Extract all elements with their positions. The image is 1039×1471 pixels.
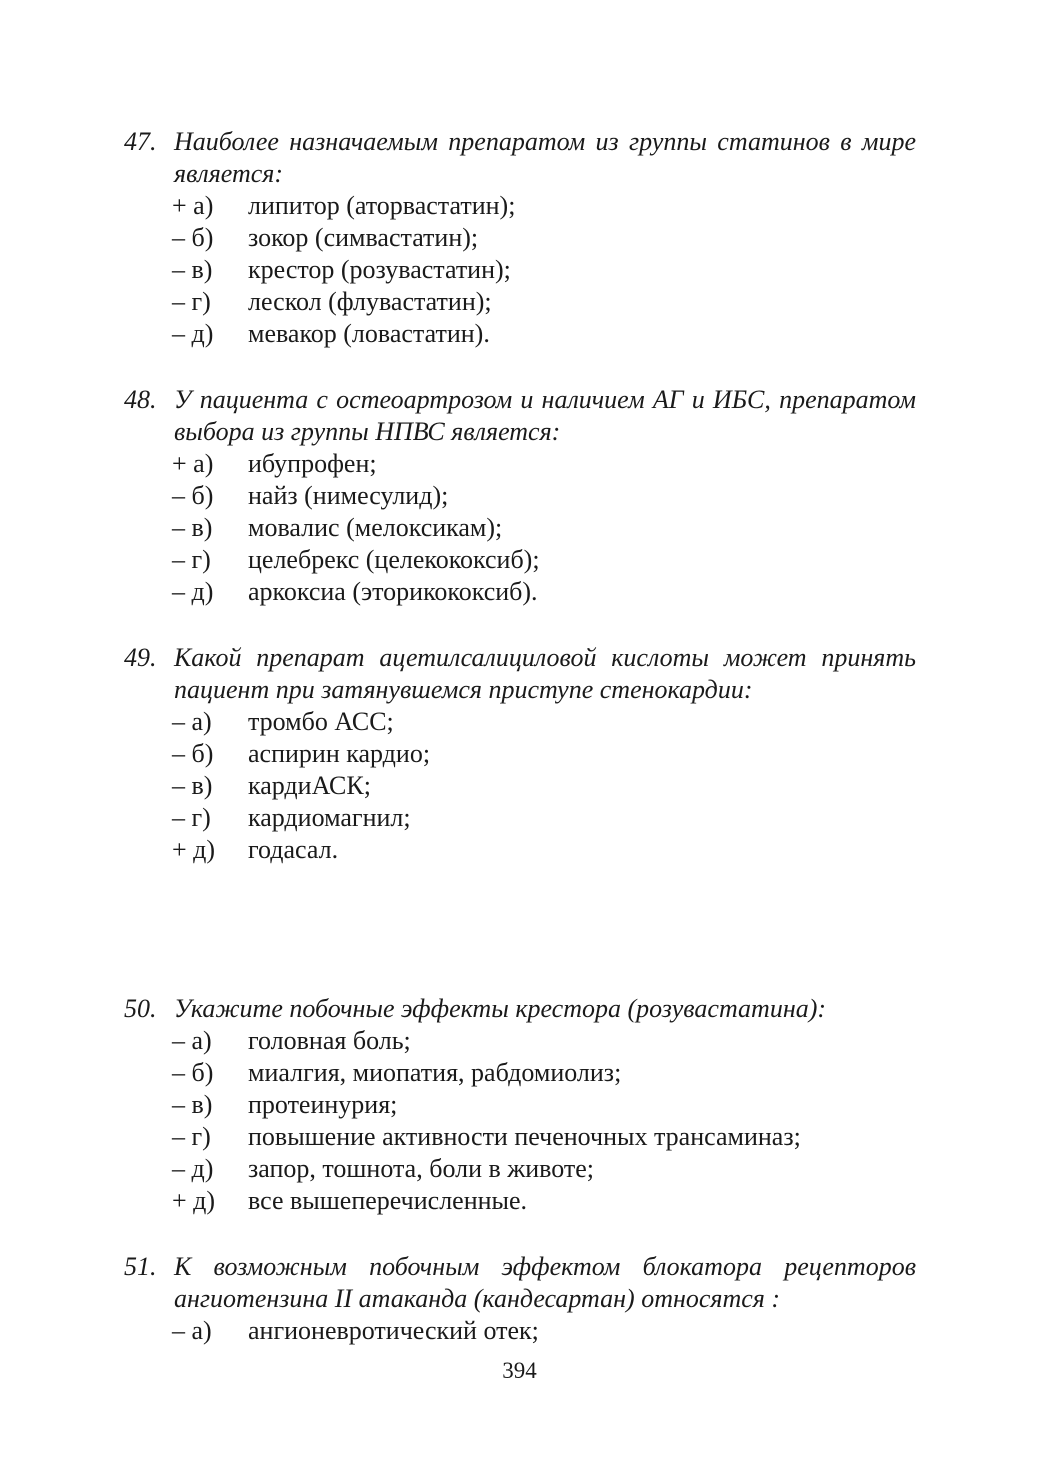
option-marker: – а)	[172, 1026, 212, 1055]
answer-option	[124, 576, 916, 608]
question-text: У пациента с остеоартрозом и наличием АГ и ИБС, препаратом выбора из группы НПВС является:	[174, 385, 916, 446]
option-marker: – г)	[172, 803, 211, 832]
answer-option	[124, 1121, 916, 1153]
answer-option	[124, 1057, 916, 1089]
option-text: повышение активности печеночных трансаминаз;	[248, 1122, 801, 1151]
option-marker: – г)	[172, 287, 211, 316]
answer-option	[124, 286, 916, 318]
answer-option	[124, 254, 916, 286]
question-47	[124, 126, 916, 350]
option-marker: + а)	[172, 191, 214, 220]
answer-option	[124, 706, 916, 738]
question-text: Какой препарат ацетилсалициловой кислоты может принять пациент при затянувшемся приступе стенокардии:	[174, 643, 916, 704]
option-text: аспирин кардио;	[248, 739, 431, 768]
option-text: тромбо АСС;	[248, 707, 394, 736]
question-number: 51.	[124, 1252, 157, 1281]
option-text: миалгия, миопатия, рабдомиолиз;	[248, 1058, 622, 1087]
option-text: зокор (симвастатин);	[248, 223, 479, 252]
option-text: ангионевротический отек;	[248, 1316, 539, 1345]
option-text: мевакор (ловастатин).	[248, 319, 490, 348]
answer-option	[124, 1153, 916, 1185]
question-text: К возможным побочным эффектом блокатора рецепторов ангиотензина II атаканда (кандесартан) относятся :	[174, 1252, 916, 1313]
option-marker: + а)	[172, 449, 214, 478]
option-text: годасал.	[248, 835, 339, 864]
option-text: головная боль;	[248, 1026, 411, 1055]
option-marker: – б)	[172, 223, 214, 252]
option-marker: – в)	[172, 1090, 213, 1119]
question-stem	[124, 126, 916, 190]
option-marker: + д)	[172, 1186, 216, 1215]
question-stem	[124, 384, 916, 448]
page-number: 394	[502, 1358, 537, 1383]
question-number: 48.	[124, 385, 157, 414]
question-number: 47.	[124, 127, 157, 156]
answer-options	[124, 190, 916, 350]
answer-option	[124, 1089, 916, 1121]
option-marker: – в)	[172, 771, 213, 800]
option-text: все вышеперечисленные.	[248, 1186, 528, 1215]
option-marker: – а)	[172, 707, 212, 736]
question-number: 50.	[124, 994, 157, 1023]
option-text: крестор (розувастатин);	[248, 255, 511, 284]
option-marker: – б)	[172, 481, 214, 510]
question-stem	[124, 642, 916, 706]
option-marker: – в)	[172, 513, 213, 542]
option-marker: – д)	[172, 1154, 214, 1183]
option-marker: – г)	[172, 545, 211, 574]
answer-option	[124, 834, 916, 866]
answer-option	[124, 1315, 916, 1347]
option-text: кардиАСК;	[248, 771, 371, 800]
option-marker: – в)	[172, 255, 213, 284]
question-49	[124, 642, 916, 866]
option-marker: – б)	[172, 1058, 214, 1087]
question-text: Наиболее назначаемым препаратом из группы статинов в мире является:	[174, 127, 916, 188]
answer-option	[124, 802, 916, 834]
answer-option	[124, 512, 916, 544]
answer-option	[124, 318, 916, 350]
option-text: мовалис (мелоксикам);	[248, 513, 503, 542]
option-marker: + д)	[172, 835, 216, 864]
answer-option	[124, 770, 916, 802]
answer-options	[124, 706, 916, 866]
option-text: целебрекс (целекококсиб);	[248, 545, 540, 574]
option-marker: – а)	[172, 1316, 212, 1345]
answer-option	[124, 1185, 916, 1217]
question-text: Укажите побочные эффекты крестора (розувастатина):	[174, 994, 827, 1023]
answer-option	[124, 738, 916, 770]
answer-option	[124, 1025, 916, 1057]
option-text: кардиомагнил;	[248, 803, 411, 832]
answer-options	[124, 1315, 916, 1347]
option-text: ибупрофен;	[248, 449, 377, 478]
option-text: найз (нимесулид);	[248, 481, 449, 510]
answer-option	[124, 480, 916, 512]
option-text: аркоксиа (эторикококсиб).	[248, 577, 538, 606]
option-text: протеинурия;	[248, 1090, 398, 1119]
answer-options	[124, 448, 916, 608]
question-stem	[124, 1251, 916, 1315]
answer-option	[124, 544, 916, 576]
question-51	[124, 1251, 916, 1347]
question-50	[124, 993, 916, 1217]
option-text: лескол (флувастатин);	[248, 287, 492, 316]
answer-option	[124, 448, 916, 480]
option-marker: – б)	[172, 739, 214, 768]
question-number: 49.	[124, 643, 157, 672]
option-text: запор, тошнота, боли в животе;	[248, 1154, 595, 1183]
answer-option	[124, 190, 916, 222]
answer-option	[124, 222, 916, 254]
option-marker: – д)	[172, 577, 214, 606]
question-48	[124, 384, 916, 608]
option-text: липитор (аторвастатин);	[248, 191, 516, 220]
option-marker: – г)	[172, 1122, 211, 1151]
option-marker: – д)	[172, 319, 214, 348]
question-stem	[124, 993, 916, 1025]
answer-options	[124, 1025, 916, 1217]
